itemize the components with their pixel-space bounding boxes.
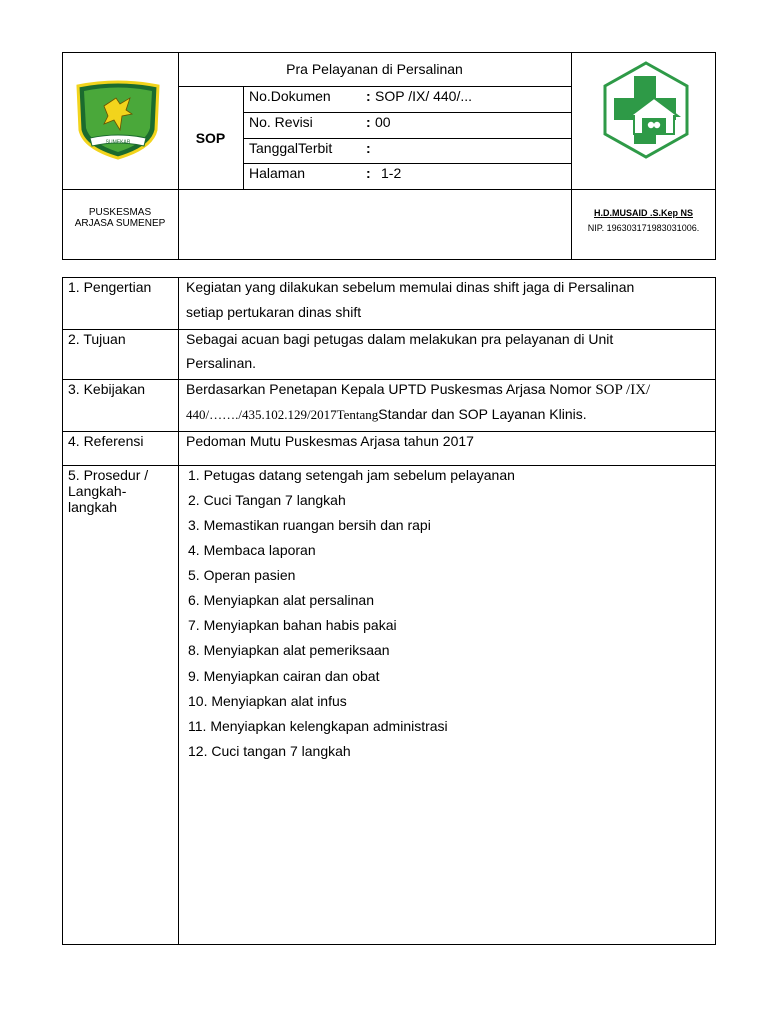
procedure-step: 9. Menyiapkan cairan dan obat	[188, 668, 380, 684]
svg-text:SUMEKAR: SUMEKAR	[105, 139, 131, 146]
procedure-step: 7. Menyiapkan bahan habis pakai	[188, 617, 397, 633]
field-sep-revisi: :	[366, 114, 371, 130]
section-text-pengertian-line1: Kegiatan yang dilakukan sebelum memulai dinas shift jaga di Persalinan	[186, 279, 635, 295]
procedure-step: 3. Memastikan ruangan bersih dan rapi	[188, 517, 431, 533]
field-value-nodokumen: SOP /IX/ 440/...	[375, 88, 473, 104]
procedure-step: 10. Menyiapkan alat infus	[188, 693, 347, 709]
procedure-step: 12. Cuci tangan 7 langkah	[188, 743, 351, 759]
org-name-line1: PUSKESMAS	[88, 207, 152, 218]
field-value-revisi: 00	[375, 114, 391, 130]
field-value-halaman: 1-2	[381, 165, 402, 181]
section-label-prosedur-3: langkah	[68, 499, 118, 515]
section-text-kebijakan-line1	[186, 381, 650, 398]
kebijakan-line2-number: 440/……./435.102.129/2017Tentang	[186, 407, 379, 422]
field-sep-halaman: :	[366, 165, 371, 181]
section-label-pengertian: 1. Pengertian	[68, 279, 152, 295]
org-name-line2: ARJASA SUMENEP	[74, 218, 166, 229]
regency-shield-logo	[74, 80, 162, 160]
body-table	[62, 277, 716, 945]
procedure-step: 2. Cuci Tangan 7 langkah	[188, 492, 346, 508]
kebijakan-line1-text: Berdasarkan Penetapan Kepala UPTD Puskesmas Arjasa Nomor	[186, 381, 596, 397]
section-text-kebijakan-line2	[186, 406, 587, 423]
section-label-prosedur-1: 5. Prosedur /	[68, 467, 149, 483]
section-label-kebijakan: 3. Kebijakan	[68, 381, 146, 397]
section-label-prosedur-2: Langkah-	[68, 483, 127, 499]
field-sep-nodokumen: :	[366, 88, 371, 104]
field-label-halaman: Halaman	[249, 165, 306, 181]
procedure-step: 1. Petugas datang setengah jam sebelum pelayanan	[188, 467, 515, 483]
sop-label: SOP	[195, 130, 226, 146]
procedure-step: 5. Operan pasien	[188, 567, 296, 583]
section-text-tujuan-line1: Sebagai acuan bagi petugas dalam melakukan pra pelayanan di Unit	[186, 331, 614, 347]
section-text-tujuan-line2: Persalinan.	[186, 355, 257, 371]
procedure-step: 6. Menyiapkan alat persalinan	[188, 592, 375, 608]
section-label-tujuan: 2. Tujuan	[68, 331, 126, 347]
signer-nip: NIP. 196303171983031006.	[587, 223, 700, 233]
field-label-nodokumen: No.Dokumen	[249, 88, 331, 104]
section-label-referensi: 4. Referensi	[68, 433, 144, 449]
field-sep-tanggal: :	[366, 140, 371, 156]
section-text-referensi: Pedoman Mutu Puskesmas Arjasa tahun 2017	[186, 433, 474, 449]
field-label-tanggal: TanggalTerbit	[249, 140, 333, 156]
page-title: Pra Pelayanan di Persalinan	[286, 61, 463, 77]
kebijakan-line2-text: Standar dan SOP Layanan Klinis.	[378, 406, 587, 422]
section-text-pengertian-line2: setiap pertukaran dinas shift	[186, 304, 362, 320]
procedure-step: 11. Menyiapkan kelengkapan administrasi	[188, 718, 448, 734]
field-label-revisi: No. Revisi	[249, 114, 313, 130]
puskesmas-logo	[600, 60, 692, 160]
procedure-step: 8. Menyiapkan alat pemeriksaan	[188, 642, 390, 658]
procedure-step: 4. Membaca laporan	[188, 542, 316, 558]
kebijakan-line1-number: SOP /IX/	[595, 382, 651, 398]
signer-name: H.D.MUSAID .S.Kep NS	[593, 208, 693, 218]
